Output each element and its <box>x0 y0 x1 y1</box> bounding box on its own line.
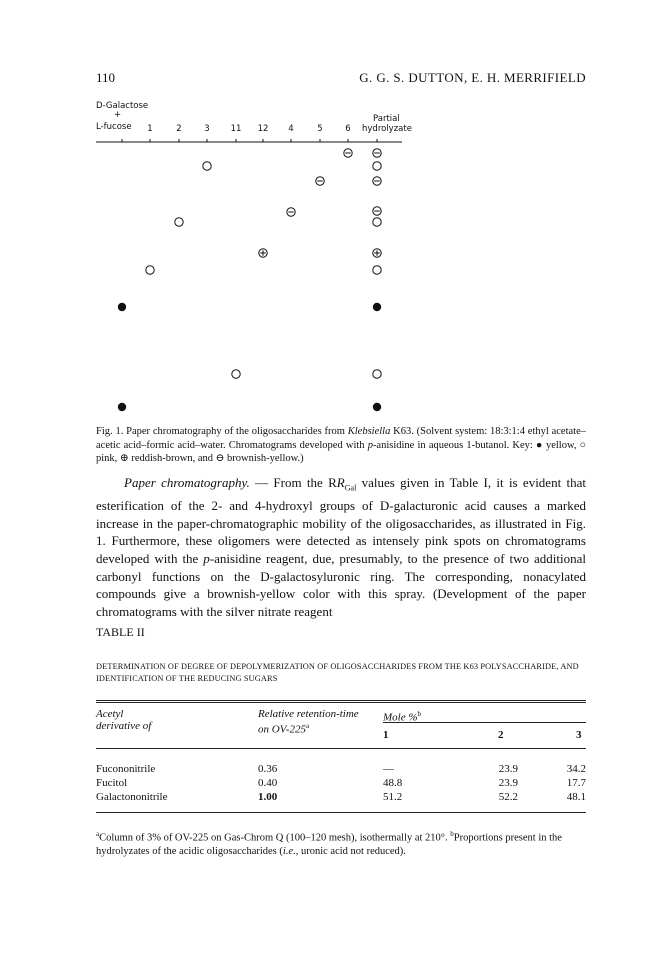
label-galactose: D-Galactose <box>96 101 149 111</box>
table-rule-bottom <box>96 812 586 813</box>
section-heading: Paper chromatography. <box>124 475 250 490</box>
spot-open <box>232 370 240 378</box>
table-rule-top-2 <box>96 702 586 703</box>
table-rule-top <box>96 700 586 701</box>
lane-label: 2 <box>176 124 182 134</box>
table-title: TABLE II <box>96 625 145 639</box>
spot-open <box>373 266 381 274</box>
spot-open <box>175 218 183 226</box>
running-head-authors: G. G. S. DUTTON, E. H. MERRIFIELD <box>359 70 586 85</box>
table-rule-mid <box>96 748 586 749</box>
sub-col-1: 1 <box>383 729 389 741</box>
spot-filled <box>118 403 126 411</box>
lane-label: 12 <box>257 124 269 134</box>
spot-filled <box>373 403 381 411</box>
sub-col-3: 3 <box>576 729 582 741</box>
col-header-acetyl: Acetyl <box>96 708 124 720</box>
spot-open <box>203 162 211 170</box>
label-plus: + <box>114 110 122 120</box>
body-paragraph: Paper chromatography. — From the $RR_{Gal}$ values given in Table I, it is evident that esterification of the 2- and 4-hydroxyl groups of D-galacturonic acid causes a marked increase in the paper-chromatographic mobility of the oligosaccharides, as illustrated in Fig. 1. Furthermore, these oligomers were detected as intensely pink spots on chromatograms developed with the p-anisidine reagent, due, presumably, to the presence of two additional carbonyl functions on the D-galactosyluronic ring. The corresponding, nonacylated compounds give a brownish-yellow color with this spray. (Development of the paper chromatograms with the silver nitrate reagent <box>96 475 586 619</box>
lane-label: 1 <box>147 124 153 134</box>
page-number: 110 <box>96 70 116 85</box>
spot-open <box>373 218 381 226</box>
label-fucose: L-fucose <box>96 122 132 132</box>
lane-label: 6 <box>345 124 351 134</box>
mole-subrule <box>383 722 586 723</box>
chromatogram-figure <box>0 0 672 440</box>
spot-filled <box>118 303 126 311</box>
spot-open <box>373 162 381 170</box>
spot-filled <box>373 303 381 311</box>
col-header-derivative: derivative of <box>96 720 152 732</box>
spot-open <box>373 370 381 378</box>
table-caption: DETERMINATION OF DEGREE OF DEPOLYMERIZATION OF OLIGOSACCHARIDES FROM THE K63 POLYSACCHARIDE, AND IDENTIFICATION OF THE REDUCING SUGARS <box>96 662 579 683</box>
lane-label: 5 <box>317 124 323 134</box>
spot-open <box>146 266 154 274</box>
label-hydrolyzate: hydrolyzate <box>362 124 412 134</box>
col-header-rrt: Relative retention-time <box>258 708 359 720</box>
figure-caption: Fig. 1. Paper chromatography of the oligosaccharides from Klebsiella K63. (Solvent system: 18:3:1:4 ethyl acetate–acetic acid–formic acid–water. Chromatograms developed with p-anisidine in aqueous 1-butanol. Key: ● yellow, ○ pink, ⊕ reddish-brown, and ⊖ brownish-yellow.) <box>96 426 586 464</box>
col-header-mole: Mole %$^b$ <box>383 710 422 724</box>
lane-label: 4 <box>288 124 294 134</box>
sub-col-2: 2 <box>498 729 504 741</box>
col-header-rrt-2: on OV-225$^a$ <box>258 722 310 736</box>
table-footnotes: $^a$Column of 3% of OV-225 on Gas-Chrom Q (100–120 mesh), isothermally at 210°. $^b$Proportions present in the hydrolyzates of the acidic oligosaccharides (i.e., uronic acid not reduced). <box>96 830 562 857</box>
lane-label: 11 <box>230 124 242 134</box>
label-partial: Partial <box>373 114 400 124</box>
lane-label: 3 <box>204 124 210 134</box>
